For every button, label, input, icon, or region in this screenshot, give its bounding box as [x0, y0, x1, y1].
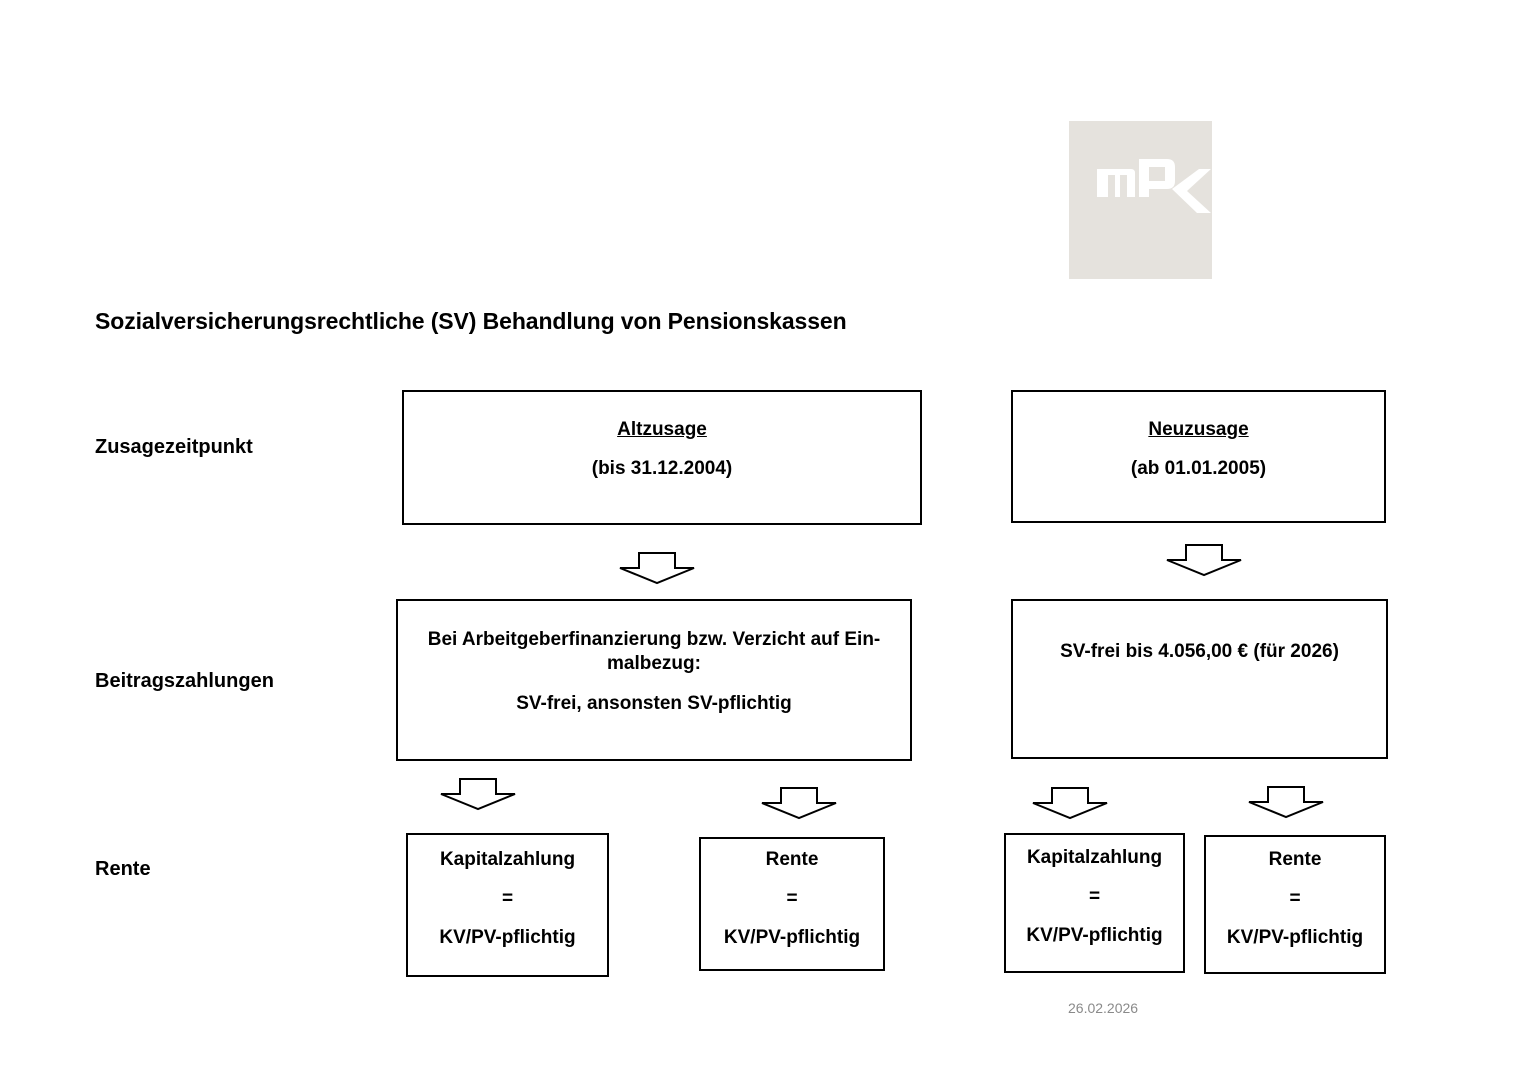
neu-kapital-status: KV/PV-pflichtig — [1026, 925, 1163, 946]
altzusage-heading: Altzusage — [617, 419, 707, 440]
row-label-rente: Rente — [95, 858, 151, 880]
alt-kapital-title: Kapitalzahlung — [439, 849, 576, 870]
arrow-down-icon — [439, 778, 519, 812]
beitrag-neu-line1: SV-frei bis 4.056,00 € (für 2026) — [1060, 641, 1339, 662]
alt-kapitalzahlung-box — [406, 833, 609, 977]
neuzusage-box — [1011, 390, 1386, 523]
beitrag-neu-box — [1011, 599, 1388, 759]
alt-rente-box — [699, 837, 885, 971]
neu-rente-eq: = — [1289, 888, 1301, 909]
neuzusage-heading: Neuzusage — [1148, 419, 1249, 440]
altzusage-box — [402, 390, 922, 525]
alt-kapital-status: KV/PV-pflichtig — [439, 927, 576, 948]
beitrag-alt-line3: SV-frei, ansonsten SV-pflichtig — [516, 693, 792, 714]
alt-kapital-eq: = — [501, 888, 514, 909]
arrow-down-icon — [1247, 786, 1327, 820]
alt-rente-title: Rente — [765, 849, 819, 870]
neu-kapital-title: Kapitalzahlung — [1026, 847, 1163, 868]
arrow-down-icon — [1165, 544, 1245, 578]
beitrag-alt-line2: malbezug: — [607, 653, 701, 674]
beitrag-alt-line1: Bei Arbeitgeberfinanzierung bzw. Verzicht auf Ein- — [427, 629, 881, 650]
arrow-down-icon — [618, 552, 698, 586]
row-label-beitragszahlungen: Beitragszahlungen — [95, 670, 274, 692]
company-logo — [1069, 121, 1212, 279]
alt-rente-status: KV/PV-pflichtig — [723, 927, 861, 948]
neu-rente-status: KV/PV-pflichtig — [1226, 927, 1364, 948]
neu-rente-box — [1204, 835, 1386, 974]
arrow-down-icon — [1031, 787, 1111, 821]
neuzusage-period: (ab 01.01.2005) — [1130, 458, 1267, 479]
neu-rente-title: Rente — [1268, 849, 1322, 870]
alt-rente-eq: = — [786, 888, 798, 909]
beitrag-alt-box — [396, 599, 912, 761]
page-title: Sozialversicherungsrechtliche (SV) Behandlung von Pensionskassen — [95, 308, 847, 334]
altzusage-period: (bis 31.12.2004) — [591, 458, 733, 479]
arrow-down-icon — [760, 787, 840, 821]
neu-kapitalzahlung-box — [1004, 833, 1185, 973]
mpk-logo-mark — [1069, 121, 1212, 279]
row-label-zusagezeitpunkt: Zusagezeitpunkt — [95, 436, 253, 458]
neu-kapital-eq: = — [1088, 886, 1101, 907]
footer-date: 26.02.2026 — [1068, 1000, 1139, 1016]
